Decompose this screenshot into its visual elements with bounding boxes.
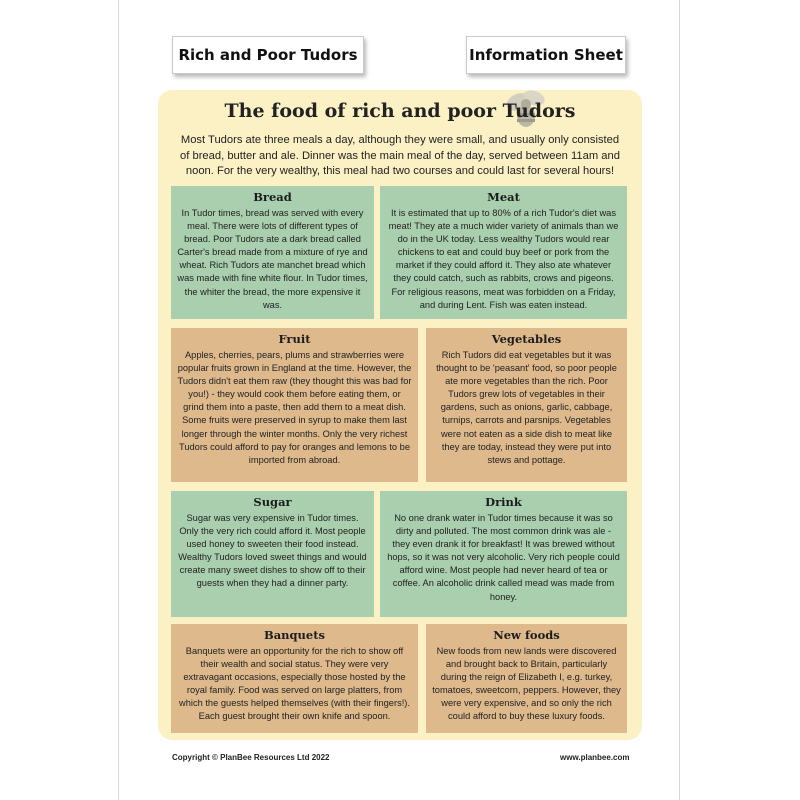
bread-text: In Tudor times, bread was served with every meal. There were lots of different types of bread. Poor Tudors ate a dark bread called Carter's bread made from a mixture of rye and wheat. Rich Tudors ate manchet bread which was made with fine white flour. In Tudor times, the whiter the bread, the more expensive it was.	[177, 208, 368, 310]
meat-text: It is estimated that up to 80% of a rich Tudor's diet was meat! They ate a much wider variety of animals than we do in the UK today. Less wealthy Tudors would rear chickens to eat and could buy beef or pork from the market if they could afford it. They also ate whatever they could catch, such as rabbits, crows and pigeons. For religious reasons, meat was forbidden on a Friday, and during Lent. Fish was eaten instead.	[388, 208, 619, 310]
page-title: The food of rich and poor Tudors	[224, 100, 576, 122]
bread-heading: Bread	[253, 190, 292, 204]
copyright-notice: Copyright © PlanBee Resources Ltd 2022	[172, 753, 330, 762]
sugar-card	[171, 491, 374, 617]
vegetables-card	[426, 328, 627, 482]
header-sheet-type-label	[466, 36, 626, 74]
banquets-heading: Banquets	[263, 628, 326, 642]
sugar-heading: Sugar	[253, 495, 292, 509]
drink-card	[380, 491, 627, 617]
intro-paragraph: Most Tudors ate three meals a day, although they were small, and usually only consisted of bread, butter and ale. Dinner was the main meal of the day, served between 11am and noon. For the very wealthy, this meal had two courses and could last for several hours!	[180, 134, 620, 178]
meat-heading: Meat	[487, 190, 520, 204]
fruit-text: Apples, cherries, pears, plums and strawberries were popular fruits grown in England at the time. However, the Tudors didn't eat them raw (they thought this was bad for you!) - they would cook them before eating them, or grind them into a paste, then add them to a meat dish. Some fruits were preserved in syrup to make them last longer through the winter months. Only the very richest Tudors could afford to pay for oranges and lemons to be imported from abroad.	[177, 350, 412, 465]
banquets-text: Banquets were an opportunity for the rich to show off their wealth and social status. They were very extravagant occasions, especially those hosted by the royal family. Food was served on large platters, from which the guests helped themselves (with their fingers!). Each guest brought their own knife and spoon.	[179, 646, 410, 722]
drink-heading: Drink	[485, 495, 522, 509]
sugar-text: Sugar was very expensive in Tudor times. Only the very rich could afford it. Most people used honey to sweeten their food instead. Wealthy Tudors loved sweet things and would create many sweet dishes to show off to their guests when they had a dinner party.	[178, 513, 367, 589]
website-link[interactable]: www.planbee.com	[560, 753, 630, 762]
new-foods-card	[426, 624, 627, 733]
vegetables-text: Rich Tudors did eat vegetables but it was thought to be 'peasant' food, so poor people ate more vegetables than the rich. Poor Tudors grew lots of vegetables in their gardens, such as onions, garlic, cabbage, turnips, carrots and parsnips. Vegetables were not eaten as a side dish to meat like they are today, instead they were put into stews and pottage.	[436, 350, 617, 465]
topic-label-text: Rich and Poor Tudors	[178, 46, 358, 64]
new-foods-heading: New foods	[493, 628, 560, 642]
bread-card	[171, 186, 374, 319]
new-foods-text: New foods from new lands were discovered and brought back to Britain, particularly during the reign of Elizabeth I, e.g. turkey, tomatoes, sweetcorn, peppers. However, they were very expensive, and so only the rich could afford to buy these luxury foods.	[432, 646, 621, 722]
drink-text: No one drank water in Tudor times because it was so dirty and polluted. The most common drink was ale - they even drank it for breakfast! It was brewed without hops, so it was not very alcoholic. Very rich people could afford wine. Most people had never heard of tea or coffee. An alcoholic drink called mead was made from honey.	[387, 513, 620, 602]
sheet-type-text: Information Sheet	[469, 46, 623, 64]
banquets-card	[171, 624, 418, 733]
vegetables-heading: Vegetables	[491, 332, 562, 346]
header-topic-label	[172, 36, 364, 74]
fruit-card	[171, 328, 418, 482]
fruit-heading: Fruit	[278, 332, 311, 346]
meat-card	[380, 186, 627, 319]
